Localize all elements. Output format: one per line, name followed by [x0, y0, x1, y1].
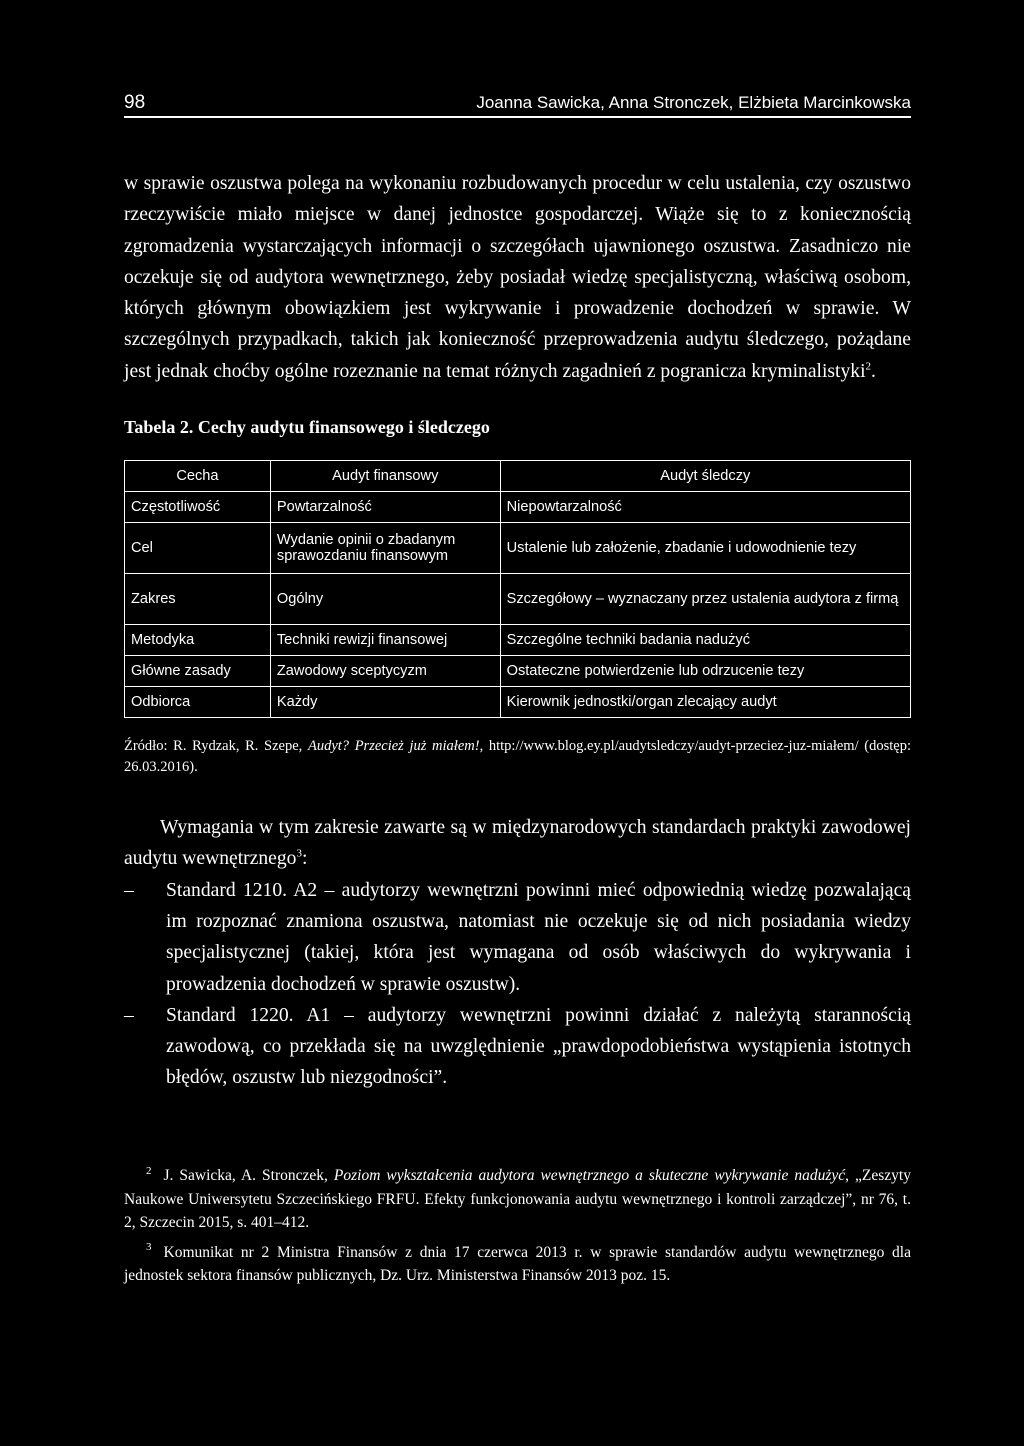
page — [124, 92, 911, 1094]
footnote-ref-2[interactable]: 2 — [865, 360, 872, 373]
source-prefix: Źródło: R. Rydzak, R. Szepe, — [124, 738, 308, 755]
footnote-mark: 3 — [146, 1241, 152, 1254]
dash-bullet: – — [124, 879, 134, 901]
footnote-mark: 2 — [146, 1164, 152, 1177]
table-cell: Powtarzalność — [270, 492, 500, 523]
column-header: Cecha — [125, 461, 271, 492]
requirements-intro: Wymagania w tym zakresie zawarte są w międzynarodowych standardach praktyki zawodowej audytu wewnętrznego — [124, 817, 911, 870]
intro-paragraph — [124, 168, 911, 387]
table-header-row — [125, 461, 911, 492]
list-item — [124, 1000, 911, 1094]
standards-list — [124, 875, 911, 1094]
table-label: Tabela 2. — [124, 417, 194, 438]
footnote-2-authors: J. Sawicka, A. Stronczek, — [163, 1167, 334, 1184]
requirements-intro-end: : — [301, 848, 308, 870]
table-cell: Techniki rewizji finansowej — [270, 625, 500, 656]
footnotes — [124, 1164, 911, 1294]
running-header — [124, 92, 911, 118]
table-title: Cechy audytu finansowego i śledczego — [197, 417, 490, 438]
table-caption — [124, 417, 911, 438]
table-source — [124, 736, 911, 778]
intro-text: w sprawie oszustwa polega na wykonaniu rozbudowanych procedur w celu ustalenia, czy oszustwo rzeczywiście miało miejsce w danej jednostce gospodarczej. Wiąże się to z koniecznością zgromadzenia wystarczających informacji o szczegółach ujawnionego oszustwa. Zasadniczo nie oczekuje się od audytora wewnętrznego, żeby posiadał wiedzę specjalistyczną, właściwą osobom, których głównym obowiązkiem jest wykrywanie i prowadzenie dochodzeń w sprawie. W szczególnych przypadkach, takich jak konieczność przeprowadzenia audytu śledczego, pożądane jest jednak choćby ogólne rozeznanie na temat różnych zagadnień z pogranicza kryminalistyki — [124, 173, 911, 382]
table-cell: Częstotliwość — [125, 492, 271, 523]
table-row — [125, 656, 911, 687]
running-head-authors: Joanna Sawicka, Anna Stronczek, Elżbieta Marcinkowska — [476, 93, 911, 112]
page-number: 98 — [124, 92, 146, 113]
table-row — [125, 574, 911, 625]
table-row — [125, 523, 911, 574]
footnote-2-details: , „Zeszyty Naukowe Uniwersytetu Szczecińskiego FRFU. Efekty funkcjonowania audytu wewnętrznego i kontroli zarządczej”, nr 76, t. 2, Szczecin 2015, s. 401–412. — [124, 1167, 911, 1231]
table-cell: Zawodowy sceptycyzm — [270, 656, 500, 687]
table-cell: Wydanie opinii o zbadanym sprawozdaniu finansowym — [270, 523, 500, 574]
table-cell: Metodyka — [125, 625, 271, 656]
dash-bullet: – — [124, 1004, 134, 1026]
table-cell: Ustalenie lub założenie, zbadanie i udowodnienie tezy — [500, 523, 910, 574]
table-row — [125, 687, 911, 718]
source-title: Audyt? Przecież już miałem! — [307, 738, 480, 755]
table-cell: Ogólny — [270, 574, 500, 625]
table-cell: Szczególne techniki badania nadużyć — [500, 625, 910, 656]
footnote-2-title: Poziom wykształcenia audytora wewnętrznego a skuteczne wykrywanie nadużyć — [333, 1167, 846, 1184]
footnote-ref-3[interactable]: 3 — [296, 847, 302, 860]
intro-end: . — [871, 360, 876, 382]
table-row — [125, 492, 911, 523]
features-table — [124, 460, 911, 718]
footnote-3-text: Komunikat nr 2 Ministra Finansów z dnia 17 czerwca 2013 r. w sprawie standardów audytu wewnętrznego dla jednostek sektora finansów publicznych, Dz. Urz. Ministerstwa Finansów 2013 poz. 15. — [124, 1243, 911, 1284]
table-cell: Odbiorca — [125, 687, 271, 718]
table-cell: Ostateczne potwierdzenie lub odrzucenie tezy — [500, 656, 910, 687]
table-cell: Główne zasady — [125, 656, 271, 687]
table-cell: Zakres — [125, 574, 271, 625]
standard-1220-text: Standard 1220. A1 – audytorzy wewnętrzni powinni działać z należytą starannością zawodową, co przekłada się na uwzględnienie „prawdopodobieństwa wystąpienia istotnych błędów, oszustw lub niezgodności”. — [166, 1004, 911, 1089]
standard-1210-text: Standard 1210. A2 – audytorzy wewnętrzni powinni mieć odpowiednią wiedzę pozwalającą im rozpoznać znamiona oszustwa, natomiast nie oczekuje się od nich posiadania wiedzy specjalistycznej (takiej, która jest wymagana od osób właściwych do wykrywania i prowadzenia dochodzeń w sprawie oszustw). — [166, 879, 911, 995]
table-cell: Kierownik jednostki/organ zlecający audyt — [500, 687, 910, 718]
source-suffix[interactable]: , http://www.blog.ey.pl/audytsledczy/audyt-przeciez-juz-miałem/ (dostęp: 26.03.2016). — [124, 738, 911, 776]
requirements-section — [124, 812, 911, 1094]
footnote-2 — [124, 1164, 911, 1235]
column-header: Audyt śledczy — [500, 461, 910, 492]
column-header: Audyt finansowy — [270, 461, 500, 492]
table-cell: Szczegółowy – wyznaczany przez ustalenia audytora z firmą — [500, 574, 910, 625]
table-cell: Cel — [125, 523, 271, 574]
table-cell: Każdy — [270, 687, 500, 718]
list-item — [124, 875, 911, 1000]
footnote-3 — [124, 1241, 911, 1288]
table-row — [125, 625, 911, 656]
table-cell: Niepowtarzalność — [500, 492, 910, 523]
